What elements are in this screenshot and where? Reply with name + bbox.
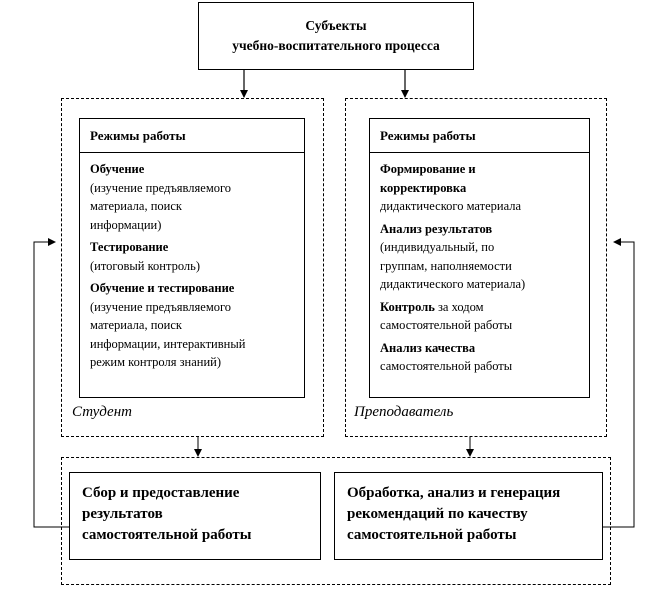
teacher-mode-desc: самостоятельной работы xyxy=(380,318,513,332)
teacher-mode-desc: группам, наполняемости xyxy=(380,258,512,273)
results-analysis-line: Обработка, анализ и генерация xyxy=(347,485,561,501)
results-collect-line: самостоятельной работы xyxy=(82,527,252,543)
student-mode-desc: информации) xyxy=(90,217,162,232)
student-mode-desc: (изучение предъявляемого xyxy=(90,180,232,195)
teacher-mode-title: Контроль xyxy=(380,299,435,314)
teacher-mode-desc: самостоятельной работы xyxy=(380,359,513,373)
teacher-mode-item xyxy=(380,160,589,216)
teacher-mode-desc: (индивидуальный, по xyxy=(380,240,495,254)
student-mode-title: Обучение xyxy=(90,162,145,176)
student-mode-item xyxy=(90,279,304,372)
teacher-mode-desc: за ходом xyxy=(434,299,484,314)
teacher-mode-item xyxy=(380,298,589,335)
teacher-mode-title: Формирование и xyxy=(380,162,476,176)
student-mode-desc: материала, поиск xyxy=(90,318,182,332)
student-mode-desc: режим контроля знаний) xyxy=(90,355,222,369)
student-mode-title: Обучение и тестирование xyxy=(90,281,235,295)
results-analysis-box xyxy=(334,472,603,560)
teacher-modes-header: Режимы работы xyxy=(370,119,589,153)
teacher-mode-desc: дидактического материала xyxy=(380,199,522,213)
results-analysis-line: рекомендаций по качеству xyxy=(347,506,528,522)
student-role-label: Студент xyxy=(72,404,132,420)
results-analysis-line: самостоятельной работы xyxy=(347,527,517,543)
teacher-mode-item xyxy=(380,220,589,294)
teacher-role-label: Преподаватель xyxy=(354,404,454,420)
student-mode-desc: информации, интерактивный xyxy=(90,336,246,351)
student-mode-desc: материала, поиск xyxy=(90,199,182,213)
subjects-title-line2: учебно-воспитательного процесса xyxy=(232,38,440,53)
student-mode-item xyxy=(90,238,304,275)
teacher-mode-title: Анализ качества xyxy=(380,340,476,355)
teacher-mode-item xyxy=(380,339,589,376)
student-modes-list xyxy=(80,154,304,376)
teacher-modes-list xyxy=(370,154,589,380)
student-mode-item xyxy=(90,160,304,234)
subjects-title-line1: Субъекты xyxy=(305,18,367,33)
subjects-box xyxy=(198,2,474,70)
teacher-modes-box xyxy=(369,118,590,398)
teacher-mode-title: Анализ результатов xyxy=(380,221,493,236)
results-collect-line: Сбор и предоставление xyxy=(82,485,240,501)
student-mode-title: Тестирование xyxy=(90,240,169,254)
student-modes-header: Режимы работы xyxy=(80,119,304,153)
student-mode-desc: (изучение предъявляемого xyxy=(90,299,232,314)
results-collect-line: результатов xyxy=(82,506,163,522)
teacher-mode-line xyxy=(380,298,589,317)
teacher-mode-desc: дидактического материала) xyxy=(380,277,526,291)
student-modes-box xyxy=(79,118,305,398)
student-mode-desc: (итоговый контроль) xyxy=(90,258,201,273)
teacher-mode-title: корректировка xyxy=(380,180,467,195)
results-collect-box xyxy=(69,472,321,560)
